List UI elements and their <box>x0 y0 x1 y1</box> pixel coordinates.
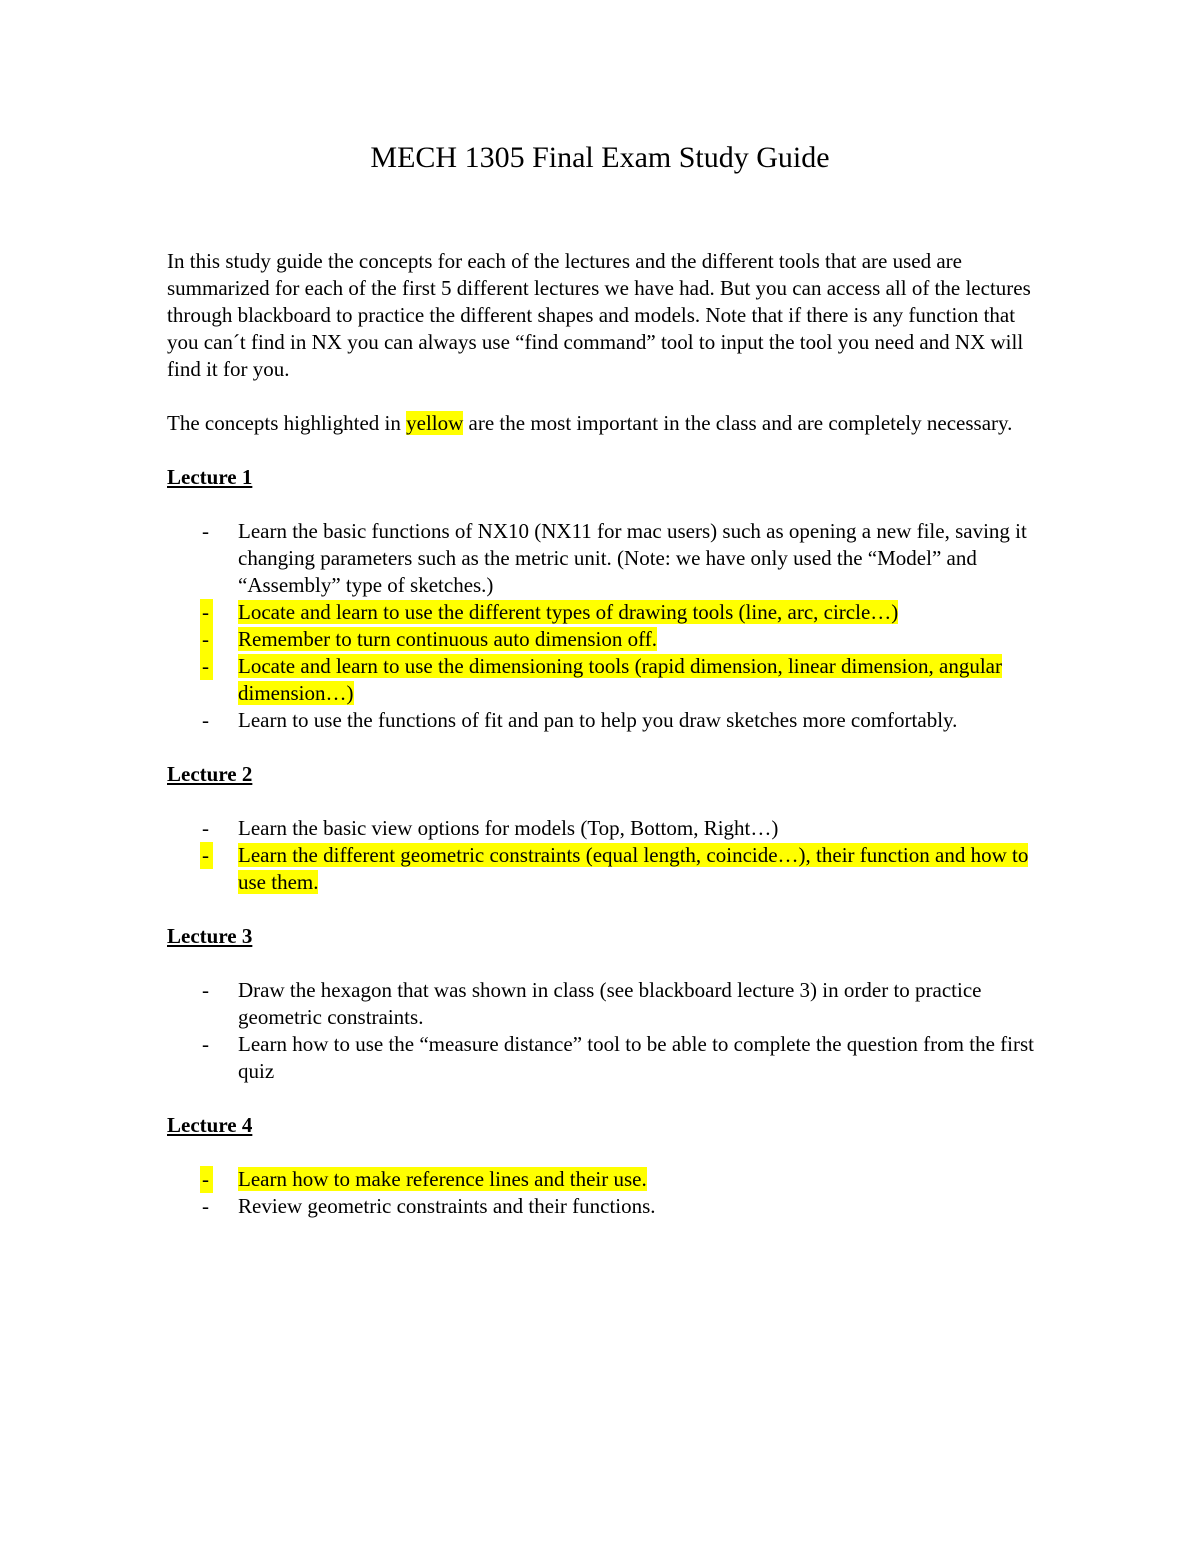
bullet-dash: - <box>202 519 209 543</box>
bullet-dash: - <box>200 842 213 869</box>
lecture-3-heading: Lecture 3 <box>167 924 253 948</box>
bullet-dash: - <box>202 1194 209 1218</box>
document-body <box>167 248 1037 1247</box>
lecture-2-list <box>167 815 1037 896</box>
list-item-text: Draw the hexagon that was shown in class (see blackboard lecture 3) in order to practice geometric constraints. <box>238 978 982 1029</box>
lecture-4-section <box>167 1112 1037 1220</box>
lecture-3-item-2 <box>167 1031 1037 1085</box>
bullet-dash: - <box>200 626 213 653</box>
lecture-1-heading: Lecture 1 <box>167 465 253 489</box>
lecture-1-list <box>167 518 1037 734</box>
lecture-4-heading: Lecture 4 <box>167 1113 253 1137</box>
list-item-text: Locate and learn to use the dimensioning tools (rapid dimension, linear dimension, angular dimension…) <box>238 654 1002 705</box>
highlight-note-paragraph <box>167 410 1037 437</box>
list-item-text: Learn how to use the “measure distance” tool to be able to complete the question from the first quiz <box>238 1032 1034 1083</box>
lecture-2-item-1 <box>167 815 1037 842</box>
bullet-dash: - <box>202 1032 209 1056</box>
list-item-text: Learn the different geometric constraints (equal length, coincide…), their function and how to use them. <box>238 843 1029 894</box>
lecture-4-item-2 <box>167 1193 1037 1220</box>
lecture-3-section <box>167 923 1037 1085</box>
bullet-dash: - <box>202 978 209 1002</box>
document-title: MECH 1305 Final Exam Study Guide <box>370 141 830 174</box>
bullet-dash: - <box>200 1166 213 1193</box>
lecture-3-item-1 <box>167 977 1037 1031</box>
bullet-dash: - <box>202 708 209 732</box>
highlight-note-yellow-word: yellow <box>406 411 464 435</box>
lecture-4-list <box>167 1166 1037 1220</box>
list-item-text: Locate and learn to use the different types of drawing tools (line, arc, circle…) <box>238 600 899 624</box>
lecture-1-section <box>167 464 1037 734</box>
highlight-note-text-after: are the most important in the class and are completely necessary. <box>463 411 1013 435</box>
list-item-text: Learn the basic functions of NX10 (NX11 for mac users) such as opening a new file, saving it changing parameters such as the metric unit. (Note: we have only used the “Model” and “Assembly” type of sketches.) <box>238 519 1027 597</box>
list-item-text: Learn how to make reference lines and their use. <box>238 1167 647 1191</box>
lecture-1-item-2 <box>167 599 1037 626</box>
intro-paragraph: In this study guide the concepts for each of the lectures and the different tools that are used are summarized for each of the first 5 different lectures we have had. But you can access all of the lectures through blackboard to practice the different shapes and models. Note that if there is any function that you can´t find in NX you can always use “find command” tool to input the tool you need and NX will find it for you. <box>167 249 1031 381</box>
list-item-text: Learn the basic view options for models (Top, Bottom, Right…) <box>238 816 779 840</box>
list-item-text: Learn to use the functions of fit and pan to help you draw sketches more comfortably. <box>238 708 958 732</box>
lecture-1-item-5 <box>167 707 1037 734</box>
lecture-2-item-2 <box>167 842 1037 896</box>
bullet-dash: - <box>202 816 209 840</box>
lecture-3-list <box>167 977 1037 1085</box>
lecture-4-item-1 <box>167 1166 1037 1193</box>
lecture-1-item-1 <box>167 518 1037 599</box>
lecture-1-item-3 <box>167 626 1037 653</box>
lecture-2-section <box>167 761 1037 896</box>
bullet-dash: - <box>200 599 213 626</box>
lecture-2-heading: Lecture 2 <box>167 762 253 786</box>
bullet-dash: - <box>200 653 213 680</box>
list-item-text: Review geometric constraints and their functions. <box>238 1194 656 1218</box>
list-item-text: Remember to turn continuous auto dimension off. <box>238 627 657 651</box>
lecture-1-item-4 <box>167 653 1037 707</box>
highlight-note-text-before: The concepts highlighted in <box>167 411 407 435</box>
